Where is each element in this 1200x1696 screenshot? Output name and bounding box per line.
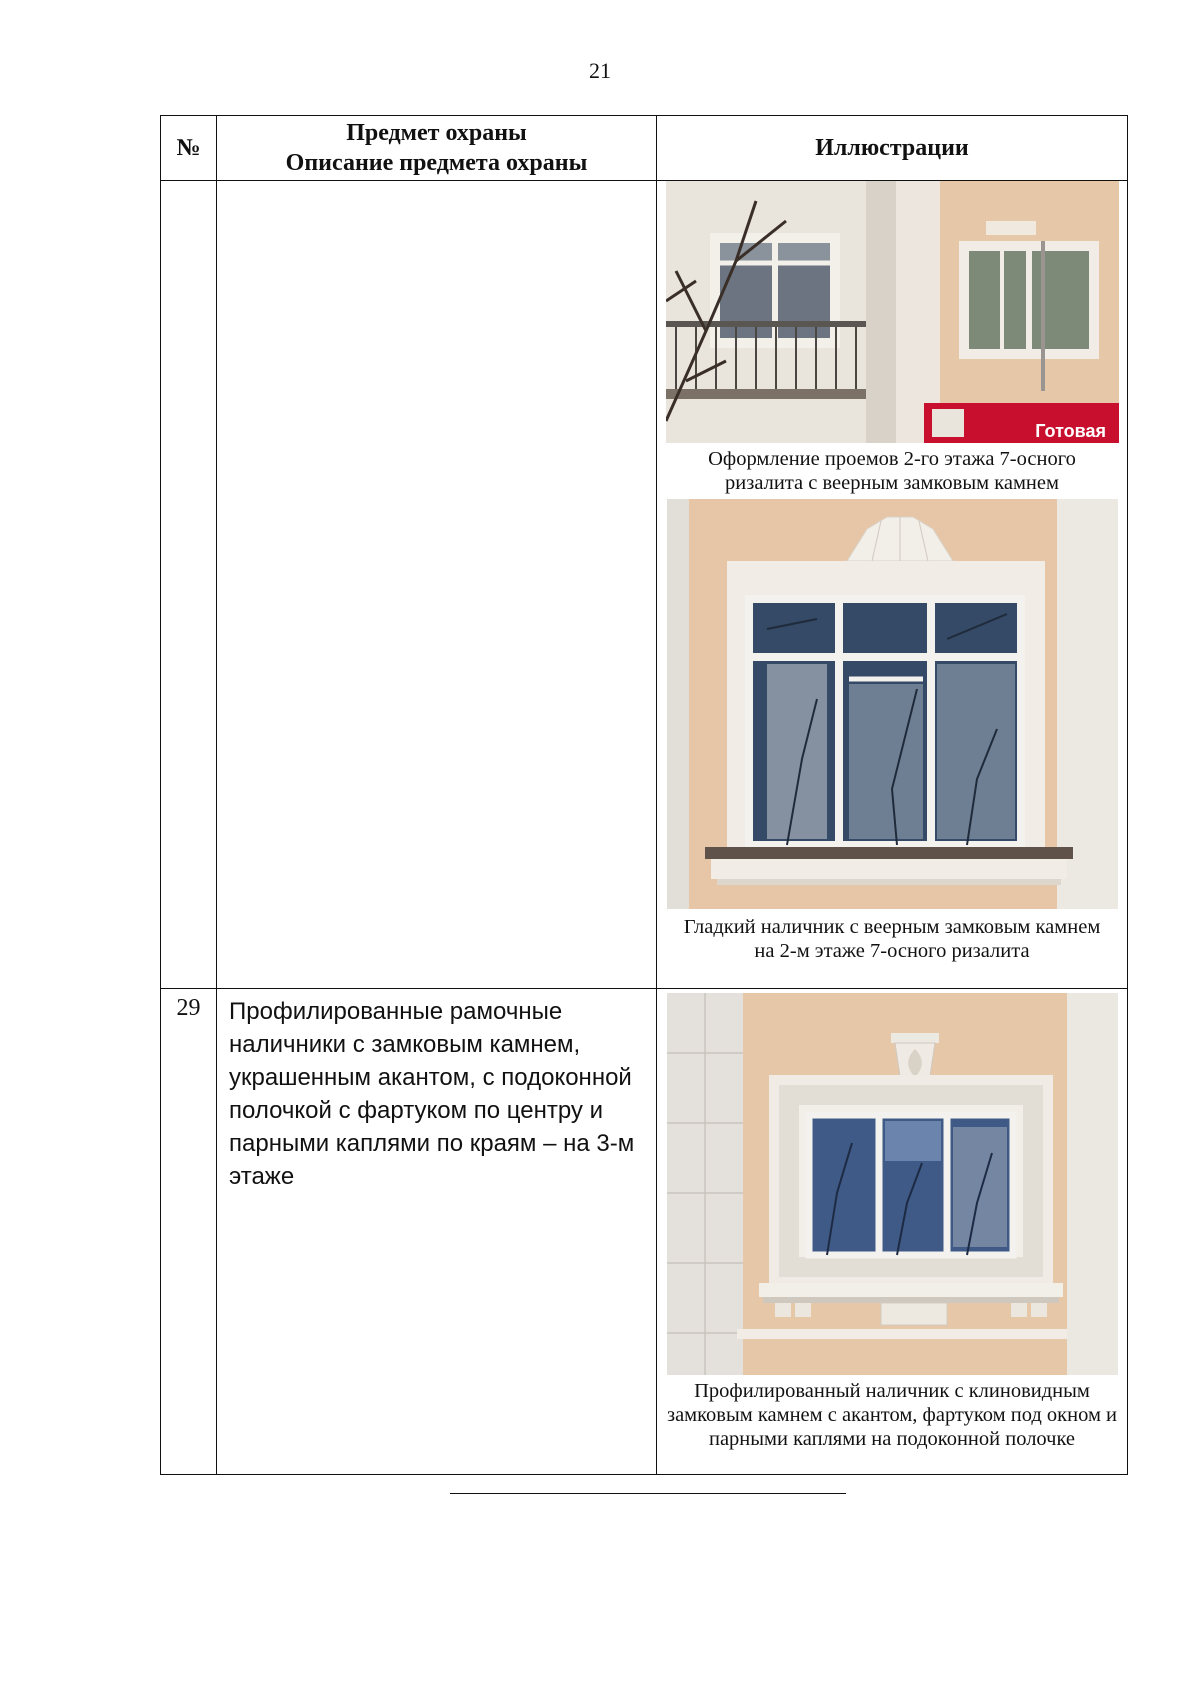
- photo-acanthus-keystone-window: [667, 993, 1118, 1375]
- photo-fan-keystone-window: [667, 499, 1118, 909]
- row-illustrations: [657, 181, 1128, 989]
- table-row: [161, 989, 1128, 1475]
- header-subject: [217, 116, 657, 181]
- photo-balcony-windows: [666, 181, 1119, 443]
- header-subject-description: Описание предмета охраны: [285, 150, 588, 176]
- table-header-row: [161, 116, 1128, 181]
- footer-rule: [450, 1493, 846, 1494]
- header-number: №: [161, 116, 217, 181]
- row-description: [217, 181, 657, 989]
- header-subject-title: Предмет охраны: [346, 120, 527, 146]
- page-number: 21: [589, 58, 611, 83]
- heritage-table: [160, 115, 1128, 1475]
- row-number: 29: [161, 989, 217, 1475]
- shop-sign-text: Готовая: [1034, 421, 1106, 441]
- photo-caption: Гладкий наличник с веерным замковым камнем на 2-м этаже 7-осного ризалита: [683, 916, 1101, 962]
- photo-caption: Профилированный наличник с клиновидным замковым камнем с акантом, фартуком под окном и парными каплями на подоконной полочке: [666, 1380, 1118, 1450]
- photo-caption: Оформление проемов 2-го этажа 7-осного ризалита с веерным замковым камнем: [708, 448, 1076, 494]
- row-illustrations: [657, 989, 1128, 1475]
- table-row: [161, 181, 1128, 989]
- row-number: [161, 181, 217, 989]
- header-illustrations: Иллюстрации: [657, 116, 1128, 181]
- row-description: Профилированные рамочные наличники с замковым камнем, украшенным акантом, с подоконной полочкой с фартуком по центру и парными каплями по краям – на 3-м этаже: [217, 989, 657, 1475]
